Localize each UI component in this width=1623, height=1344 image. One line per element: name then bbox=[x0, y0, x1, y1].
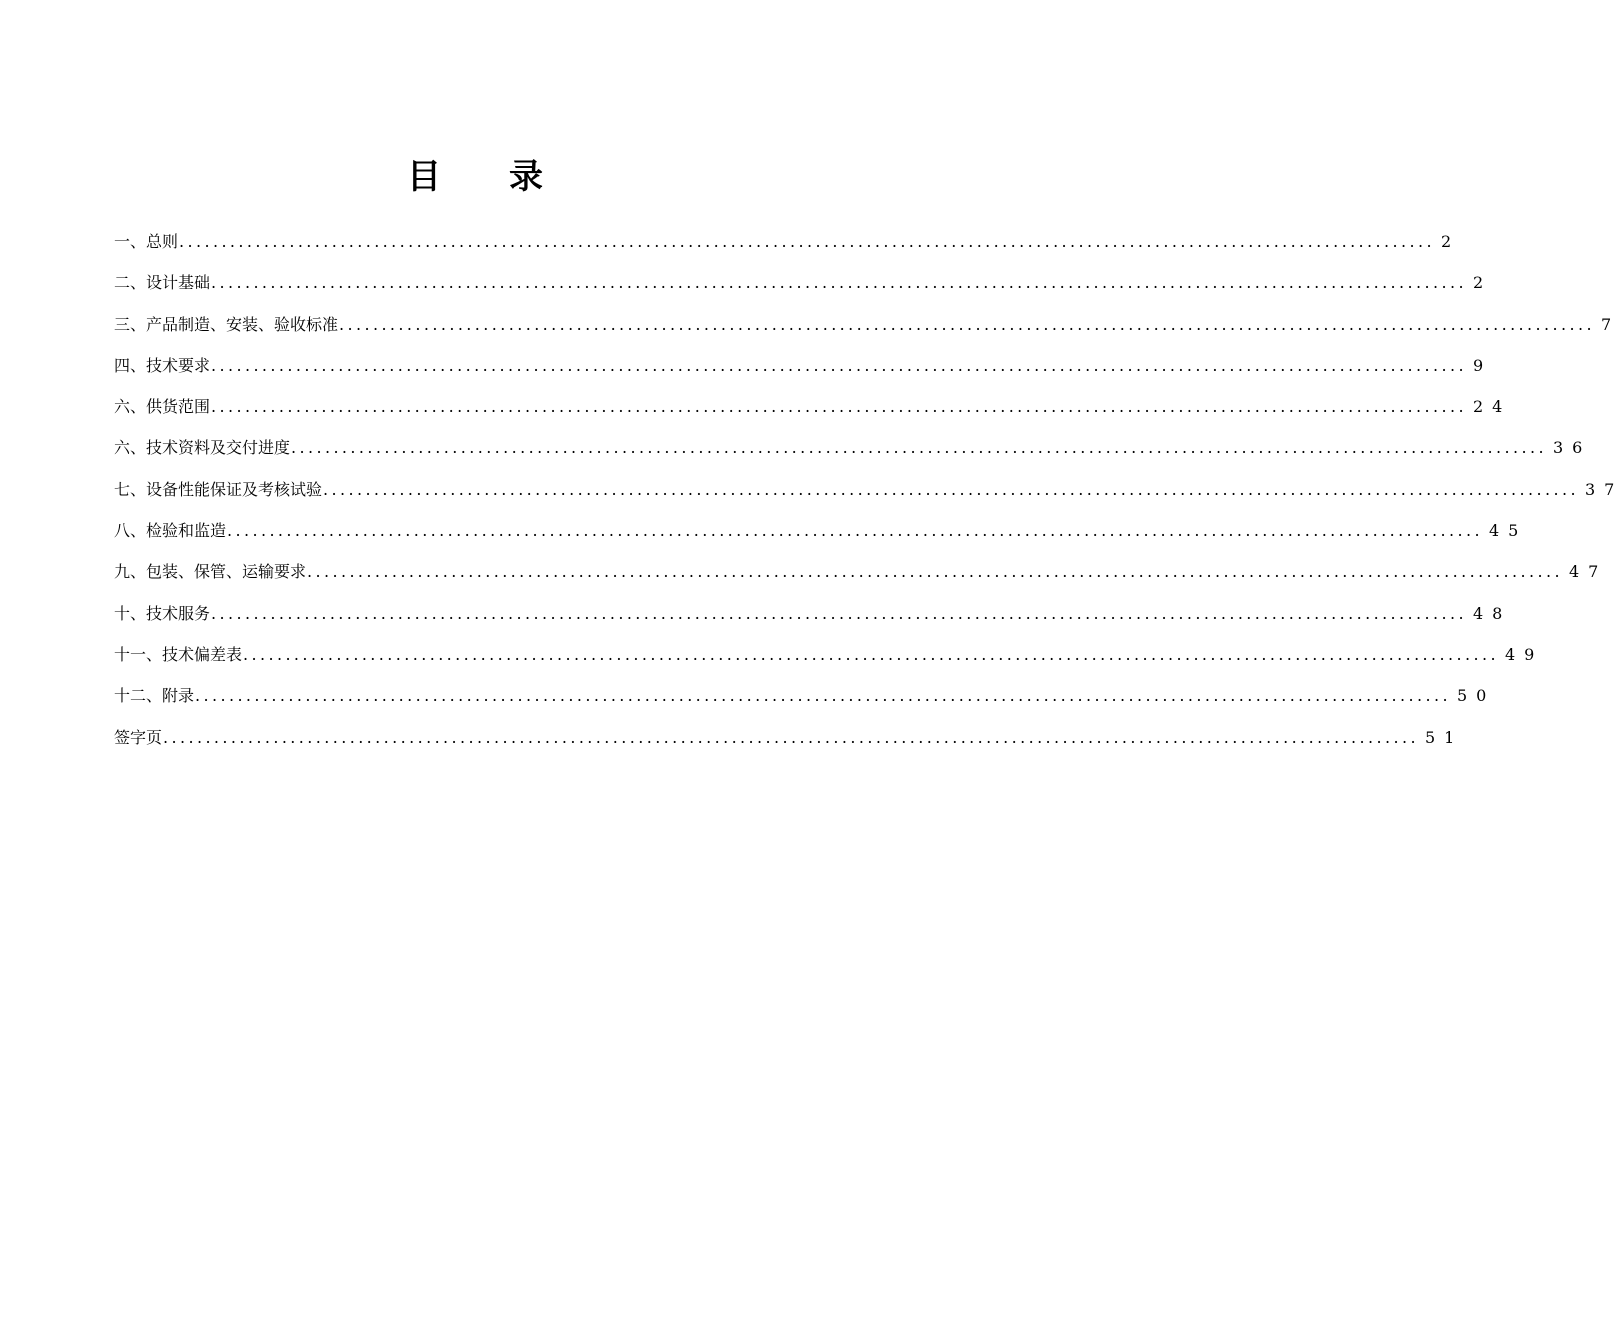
toc-entry-label: 十、技术服务 bbox=[114, 603, 211, 623]
toc-entry-standards[interactable] bbox=[114, 304, 1621, 345]
toc-page-number: 9 bbox=[1472, 355, 1493, 375]
toc-dot-leader bbox=[211, 386, 1467, 427]
toc-entry-label: 十一、技术偏差表 bbox=[114, 644, 243, 664]
toc-entry-technical-service[interactable] bbox=[114, 593, 1512, 634]
toc-entry-label: 四、技术要求 bbox=[114, 355, 211, 375]
toc-dot-leader bbox=[211, 345, 1467, 386]
toc-page-number: 37 bbox=[1584, 479, 1623, 499]
toc-dot-leader bbox=[179, 221, 1435, 262]
toc-page-number: 49 bbox=[1504, 644, 1544, 664]
toc-entry-label: 九、包装、保管、运输要求 bbox=[114, 562, 307, 582]
toc-entry-label: 二、设计基础 bbox=[114, 273, 211, 293]
toc-entry-label: 十二、附录 bbox=[114, 686, 195, 706]
toc-entry-inspection[interactable] bbox=[114, 510, 1528, 551]
toc-dot-leader bbox=[323, 469, 1579, 510]
toc-entry-label: 六、技术资料及交付进度 bbox=[114, 438, 291, 458]
toc-dot-leader bbox=[195, 675, 1451, 716]
toc-page-number: 47 bbox=[1568, 562, 1608, 582]
toc-page-number: 45 bbox=[1488, 521, 1528, 541]
toc-page-number: 2 bbox=[1440, 232, 1461, 251]
toc-entry-deviation-table[interactable] bbox=[114, 634, 1544, 675]
toc-entry-label: 三、产品制造、安装、验收标准 bbox=[114, 314, 339, 334]
table-of-contents bbox=[114, 221, 1623, 758]
page-title: 目录 bbox=[407, 157, 611, 197]
toc-dot-leader bbox=[307, 551, 1563, 592]
toc-entry-technical-documents[interactable] bbox=[114, 427, 1592, 468]
toc-page-number: 2 bbox=[1472, 273, 1493, 293]
toc-entry-label: 六、供货范围 bbox=[114, 397, 211, 417]
toc-page-number: 24 bbox=[1472, 397, 1512, 417]
toc-dot-leader bbox=[211, 593, 1467, 634]
toc-entry-signature-page[interactable] bbox=[114, 717, 1464, 758]
toc-page-number: 48 bbox=[1472, 603, 1512, 623]
toc-entry-label: 八、检验和监造 bbox=[114, 521, 227, 541]
toc-entry-label: 一、总则 bbox=[114, 232, 179, 251]
toc-dot-leader bbox=[227, 510, 1483, 551]
toc-entry-supply-scope[interactable] bbox=[114, 386, 1512, 427]
toc-page-number: 50 bbox=[1456, 686, 1496, 706]
toc-dot-leader bbox=[291, 427, 1547, 468]
toc-entry-label: 七、设备性能保证及考核试验 bbox=[114, 479, 323, 499]
toc-dot-leader bbox=[163, 717, 1419, 758]
toc-dot-leader bbox=[339, 304, 1595, 345]
toc-page-number: 36 bbox=[1552, 438, 1592, 458]
toc-entry-label: 签字页 bbox=[114, 727, 163, 747]
toc-entry-performance-guarantee[interactable] bbox=[114, 469, 1623, 510]
toc-entry-technical-requirements[interactable] bbox=[114, 345, 1493, 386]
toc-entry-design-basis[interactable] bbox=[114, 262, 1493, 303]
toc-page-number: 7 bbox=[1600, 314, 1621, 334]
toc-entry-appendix[interactable] bbox=[114, 675, 1496, 716]
toc-entry-packaging[interactable] bbox=[114, 551, 1608, 592]
toc-page-number: 51 bbox=[1424, 727, 1464, 747]
toc-dot-leader bbox=[211, 262, 1467, 303]
toc-entry-general[interactable] bbox=[114, 221, 1461, 262]
toc-dot-leader bbox=[243, 634, 1499, 675]
